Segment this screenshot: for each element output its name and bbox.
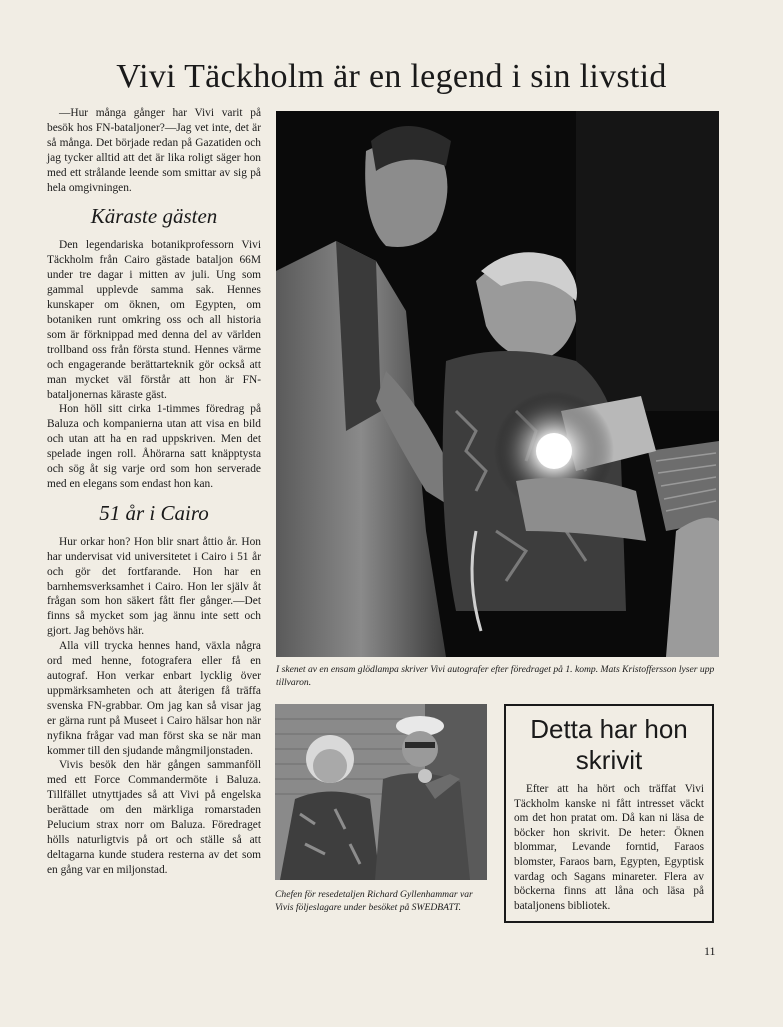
page-number: 11 bbox=[704, 944, 716, 958]
article-intro: —Hur många gånger har Vivi varit på besök hos FN-bataljoner?—Jag vet inte, det är så många. Det började redan på Gazatiden och jag tycker alltid att det är lika roligt säger hon med ett strålande leende som smittar av sig på hela omgivningen. bbox=[47, 107, 261, 194]
small-photo-vivi-and-officer bbox=[275, 704, 487, 880]
books-sidebar-title: Detta har hon skrivit bbox=[530, 714, 688, 775]
article-title: Vivi Täckholm är en legend i sin livstid bbox=[116, 58, 667, 95]
subheading-51-ar-i-cairo: 51 år i Cairo bbox=[99, 500, 209, 525]
article-text-column bbox=[47, 106, 261, 878]
paragraph: Den legendariska botanikprofessorn Vivi Täckholm från Cairo gästade bataljon 66M under tre dagar i mitten av juli. Ung som gammal upplevde samma sak. Hennes kunskaper om öknen, om Egypten, om botaniken runt omkring oss och all historia som är förknippad med denna del av världen trollband oss från första stund. Hennes värme och engagerande berättarteknik gör också att man mycket väl förstår att hon är FN-bataljonernas käraste gäst. bbox=[47, 239, 261, 401]
subheading-karaste-gasten: Käraste gästen bbox=[90, 204, 218, 229]
small-photo-caption: Chefen för resedetaljen Richard Gyllenhammar var Vivis följeslagare under besöket på SWEDBATT. bbox=[275, 889, 473, 913]
main-photo-caption: I skenet av en ensam glödlampa skriver Vivi autografer efter föredraget på 1. komp. Mats Kristoffersson lyser upp tillvaron. bbox=[276, 664, 715, 688]
paragraph: Hon höll sitt cirka 1-timmes föredrag på Baluza och kompanierna utan att visa en bild och utan att ha en rad uppskriven. Men det spelade ingen roll. Åhörarna satt knäpptysta och sög åt sig varje ord som hon serverade med en elegans som endast hon kan. bbox=[47, 403, 261, 490]
paragraph: Vivis besök den här gången sammanföll med ett Force Commandermöte i Baluza. Tillfället utnyttjades så att Vivi på engelska berättade om den märkliga romarstaden Pelucium strax norr om Baluza. Föredraget hölls naturligtvis på ort och ställe så att deltagarna kunde studera resterna av det som en gång var en miljonstad. bbox=[47, 759, 261, 876]
main-photo-autograph-scene bbox=[276, 111, 719, 657]
paragraph: Alla vill trycka hennes hand, växla några ord med henne, fotografera eller få en autograf. Hon verkar enbart lycklig över uppmärksamheten och att återigen få träffa svenska FN-grabbar. Om jag kan så visar jag er gärna runt på Museet i Cairo hälsar hon när nyfikna frågar vad man först ska se när man kommer till den sjudande mångmiljonstaden. bbox=[47, 640, 261, 757]
paragraph: Hur orkar hon? Hon blir snart åttio år. Hon har undervisat vid universitetet i Cairo i 51 år och gör det fortfarande. Hon har en barnhemsverksamhet i Cairo. Hon ler själv åt frågan som hon säkert fått fler gånger.—Det finns så mycket som jag ännu inte sett och gjort. Jag behövs här. bbox=[47, 535, 261, 638]
books-sidebar-box bbox=[504, 704, 714, 923]
books-sidebar-text: Efter att ha hört och träffat Vivi Täckholm kanske ni fått intresset väckt om det hon pratat om. Då kan ni läsa de böcker hon skrivit. De heter: Öknen blommar, Levande forntid, Faraos blomster, Faraos barn, Egypten, Egyptisk vardag och Sagans minareter. Flera av böckerna finns att låna och läsa på bataljonens bibliotek. bbox=[514, 783, 704, 912]
